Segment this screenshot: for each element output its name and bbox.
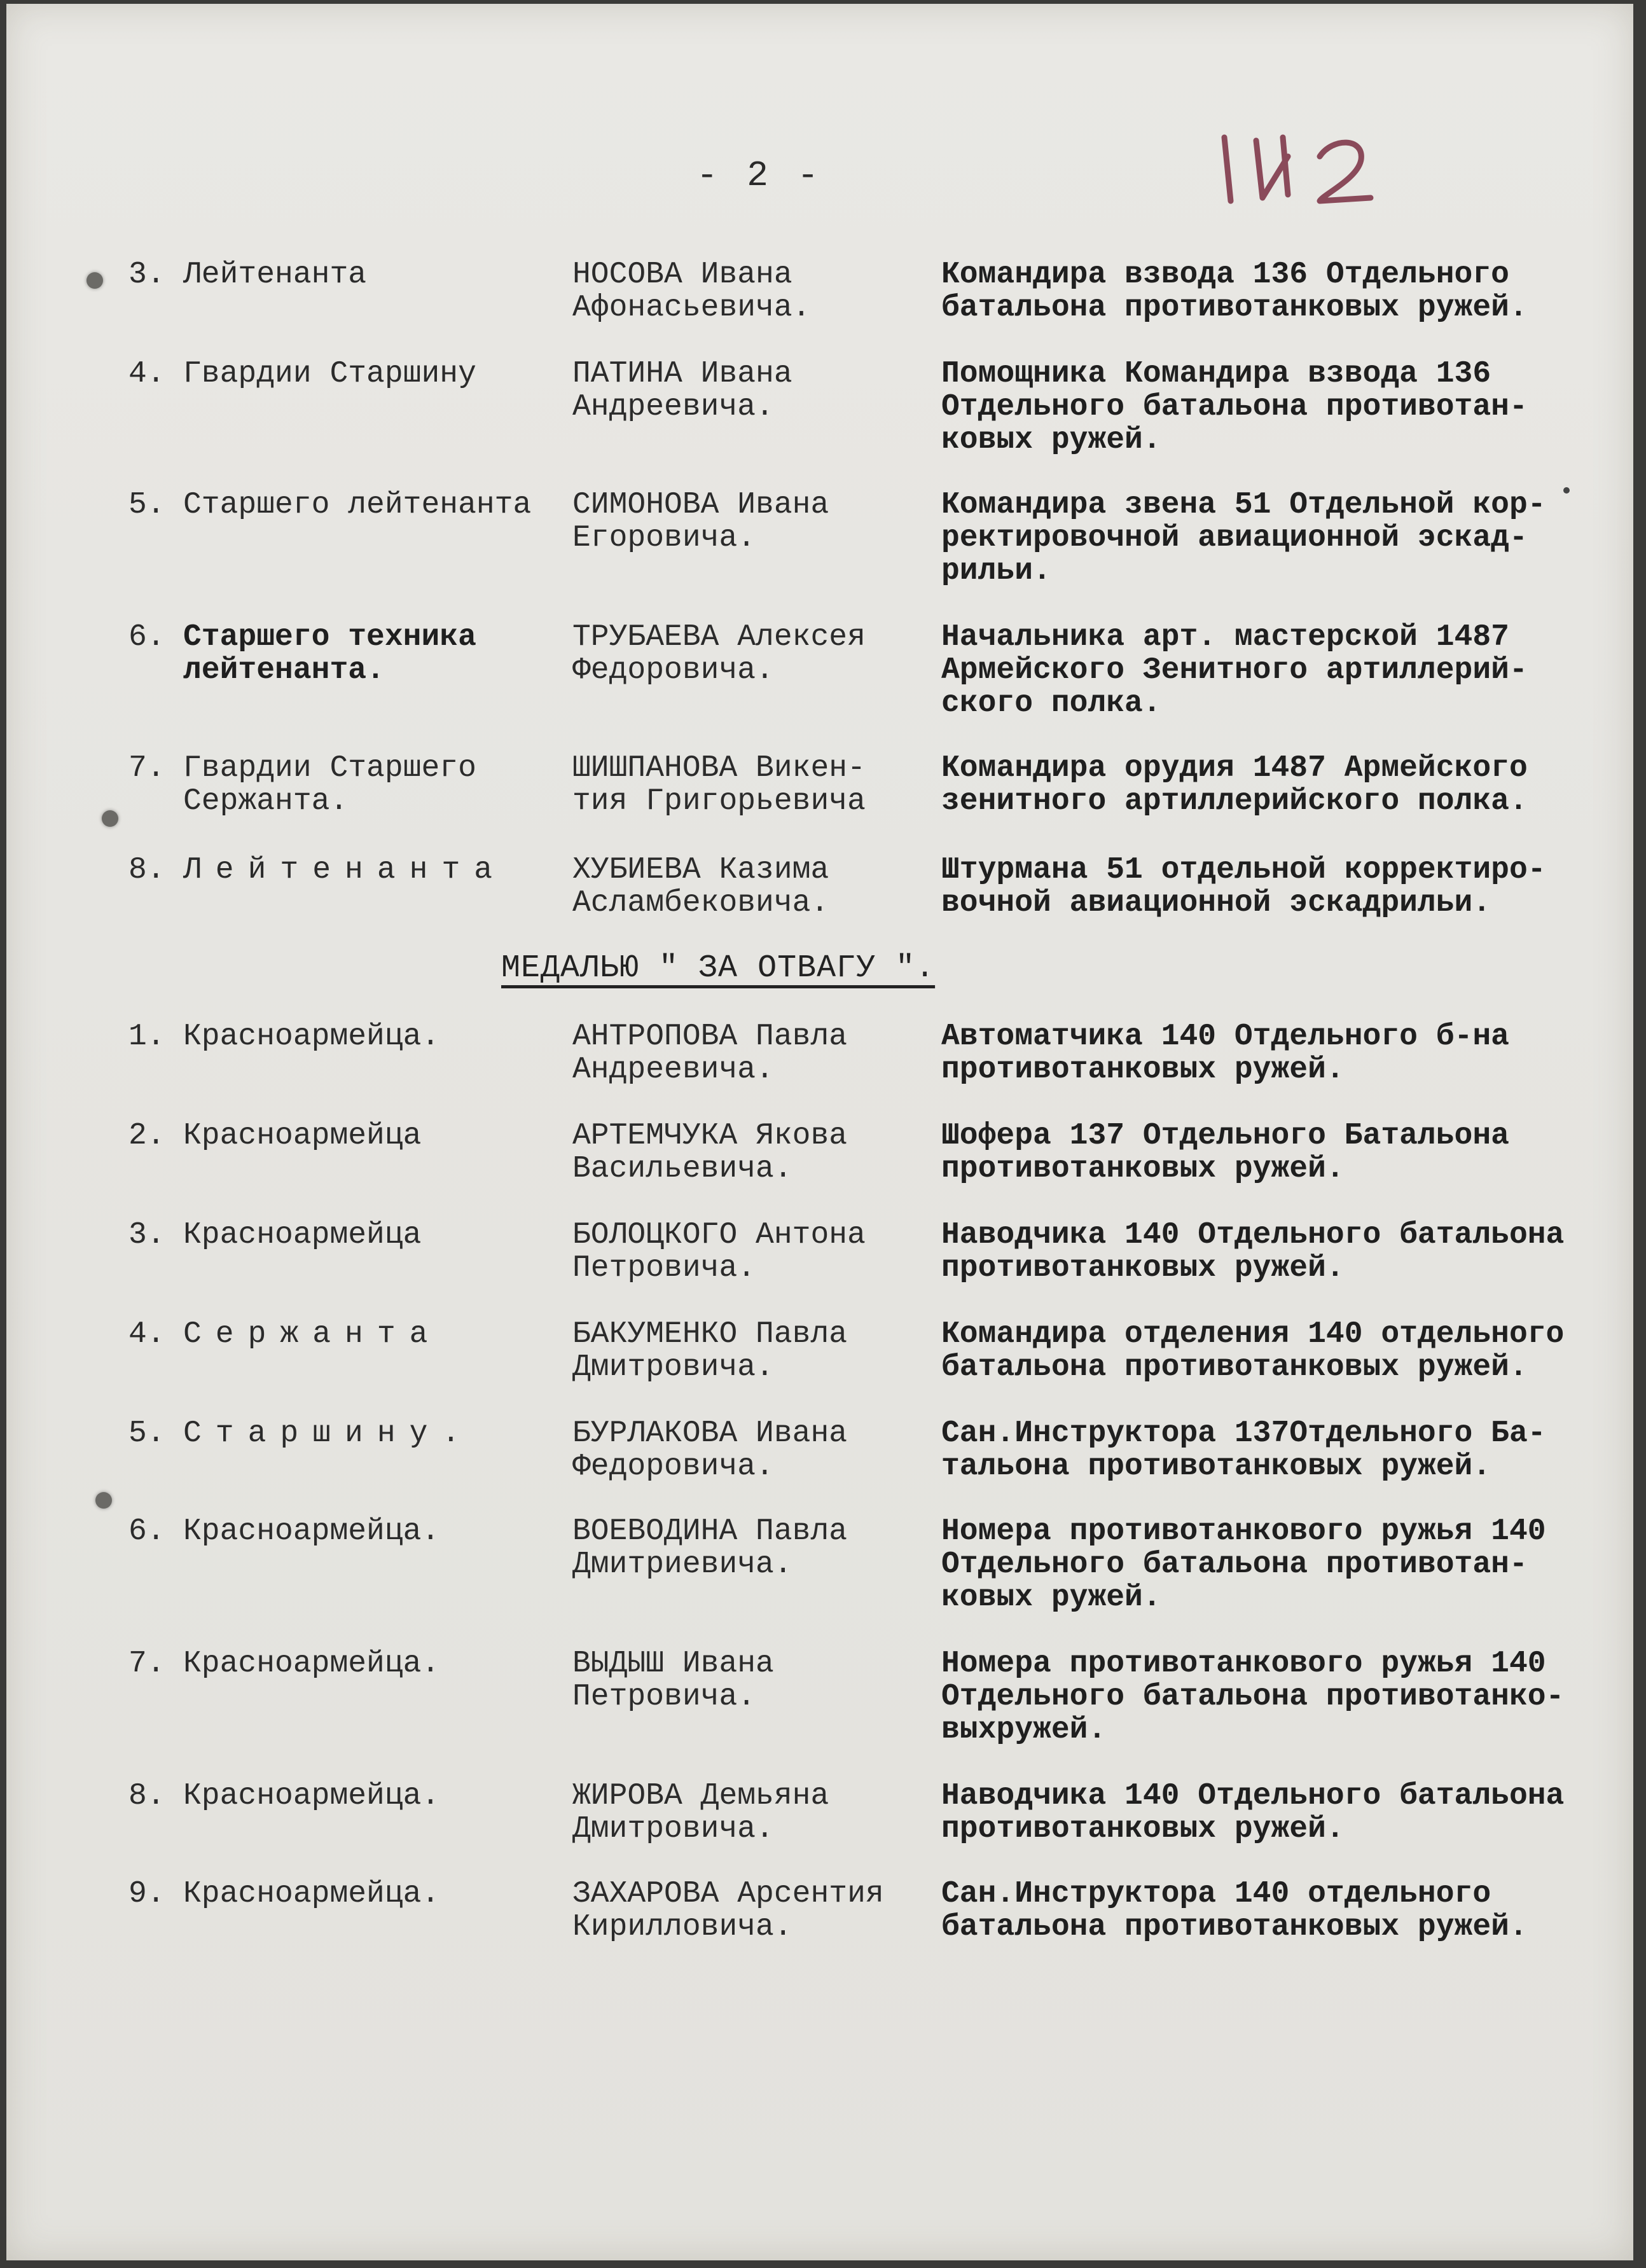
entry-duty: Номера противотанкового ружья 140 Отдельного батальона противотанко- выхружей. xyxy=(941,1647,1565,1747)
entry-number: 1. xyxy=(128,1020,165,1054)
entry-name: СИМОНОВА Ивана Егоровича. xyxy=(572,488,829,555)
punch-hole xyxy=(86,272,103,289)
entry-duty: Шофера 137 Отдельного Батальона противотанковых ружей. xyxy=(941,1119,1509,1186)
entry-rank: Красноармейца. xyxy=(183,1514,440,1549)
entry-duty: Сан.Инструктора 140 отдельного батальона противотанковых ружей. xyxy=(941,1877,1528,1944)
entry-name: АРТЕМЧУКА Якова Васильевича. xyxy=(572,1119,848,1186)
entry-name: ЖИРОВА Демьяна Дмитровича. xyxy=(572,1779,829,1846)
punch-hole xyxy=(95,1492,112,1509)
entry-name: ШИШПАНОВА Викен- тия Григорьевича xyxy=(572,751,866,819)
entry-name: АНТРОПОВА Павла Андреевича. xyxy=(572,1020,848,1087)
entry-name: БОЛОЦКОГО Антона Петровича. xyxy=(572,1218,866,1285)
entry-name: ХУБИЕВА Казима Асламбековича. xyxy=(572,853,829,920)
entry-duty: Номера противотанкового ружья 140 Отдельного батальона противотан- ковых ружей. xyxy=(941,1514,1546,1615)
entry-rank: Красноармейца. xyxy=(183,1020,440,1054)
entry-name: ПАТИНА Ивана Андреевича. xyxy=(572,357,792,424)
section-heading: МЕДАЛЬЮ " ЗА ОТВАГУ ". xyxy=(501,950,936,986)
entry-number: 6. xyxy=(128,620,165,654)
entry-rank: Красноармейца. xyxy=(183,1779,440,1813)
entry-name: ЗАХАРОВА Арсентия Кирилловича. xyxy=(572,1877,884,1944)
document-page xyxy=(6,4,1633,2260)
entry-name: БУРЛАКОВА Ивана Федоровича. xyxy=(572,1416,848,1484)
archive-number-handwritten xyxy=(1212,118,1390,214)
entry-number: 9. xyxy=(128,1877,165,1911)
entry-duty: Помощника Командира взвода 136 Отдельного батальона противотан- ковых ружей. xyxy=(941,357,1528,457)
entry-number: 5. xyxy=(128,488,165,522)
entry-rank: Красноармейца xyxy=(183,1218,422,1252)
page-number: - 2 - xyxy=(696,155,823,196)
entry-number: 3. xyxy=(128,258,165,292)
entry-number: 7. xyxy=(128,751,165,785)
entry-duty: Начальника арт. мастерской 1487 Армейского Зенитного артиллерий- ского полка. xyxy=(941,620,1528,721)
entry-duty: Командира орудия 1487 Армейского зенитного артиллерийского полка. xyxy=(941,751,1528,819)
entry-duty: Автоматчика 140 Отдельного б-на противотанковых ружей. xyxy=(941,1020,1509,1087)
entry-rank: Старшину. xyxy=(183,1416,474,1451)
entry-number: 8. xyxy=(128,1779,165,1813)
entry-duty: Командира звена 51 Отдельной кор- ректировочной авиационной эскад- рильи. xyxy=(941,488,1546,588)
entry-duty: Наводчика 140 Отдельного батальона противотанковых ружей. xyxy=(941,1779,1565,1846)
entry-number: 6. xyxy=(128,1514,165,1549)
entry-duty: Наводчика 140 Отдельного батальона противотанковых ружей. xyxy=(941,1218,1565,1285)
entry-name: БАКУМЕНКО Павла Дмитровича. xyxy=(572,1317,848,1385)
entry-rank: Красноармейца xyxy=(183,1119,422,1153)
entry-duty: Сан.Инструктора 137Отдельного Ба- тальона противотанковых ружей. xyxy=(941,1416,1546,1484)
entry-name: ТРУБАЕВА Алексея Федоровича. xyxy=(572,620,866,688)
entry-name: ВЫДЫШ Ивана Петровича. xyxy=(572,1647,774,1714)
entry-rank: Гвардии Старшего Сержанта. xyxy=(183,751,476,819)
entry-duty: Штурмана 51 отдельной корректиро- вочной авиационной эскадрильи. xyxy=(941,853,1546,920)
entry-number: 4. xyxy=(128,357,165,391)
entry-rank: Красноармейца. xyxy=(183,1877,440,1911)
entry-rank: Гвардии Старшину xyxy=(183,357,476,391)
entry-rank: Лейтенанта xyxy=(183,258,367,292)
entry-number: 4. xyxy=(128,1317,165,1352)
entry-duty: Командира отделения 140 отдельного батальона противотанковых ружей. xyxy=(941,1317,1565,1385)
entry-rank: Красноармейца. xyxy=(183,1647,440,1681)
entry-number: 7. xyxy=(128,1647,165,1681)
entry-rank: Старшего техника лейтенанта. xyxy=(183,620,476,688)
entry-rank: Сержанта xyxy=(183,1317,442,1352)
entry-number: 5. xyxy=(128,1416,165,1451)
punch-hole xyxy=(102,810,118,827)
entry-number: 2. xyxy=(128,1119,165,1153)
entry-rank: Лейтенанта xyxy=(183,853,507,887)
entry-number: 8. xyxy=(128,853,165,887)
entry-duty: Командира взвода 136 Отдельного батальона противотанковых ружей. xyxy=(941,258,1528,325)
entry-name: ВОЕВОДИНА Павла Дмитриевича. xyxy=(572,1514,848,1582)
entry-rank: Старшего лейтенанта xyxy=(183,488,532,522)
entry-number: 3. xyxy=(128,1218,165,1252)
entry-name: НОСОВА Ивана Афонасьевича. xyxy=(572,258,811,325)
